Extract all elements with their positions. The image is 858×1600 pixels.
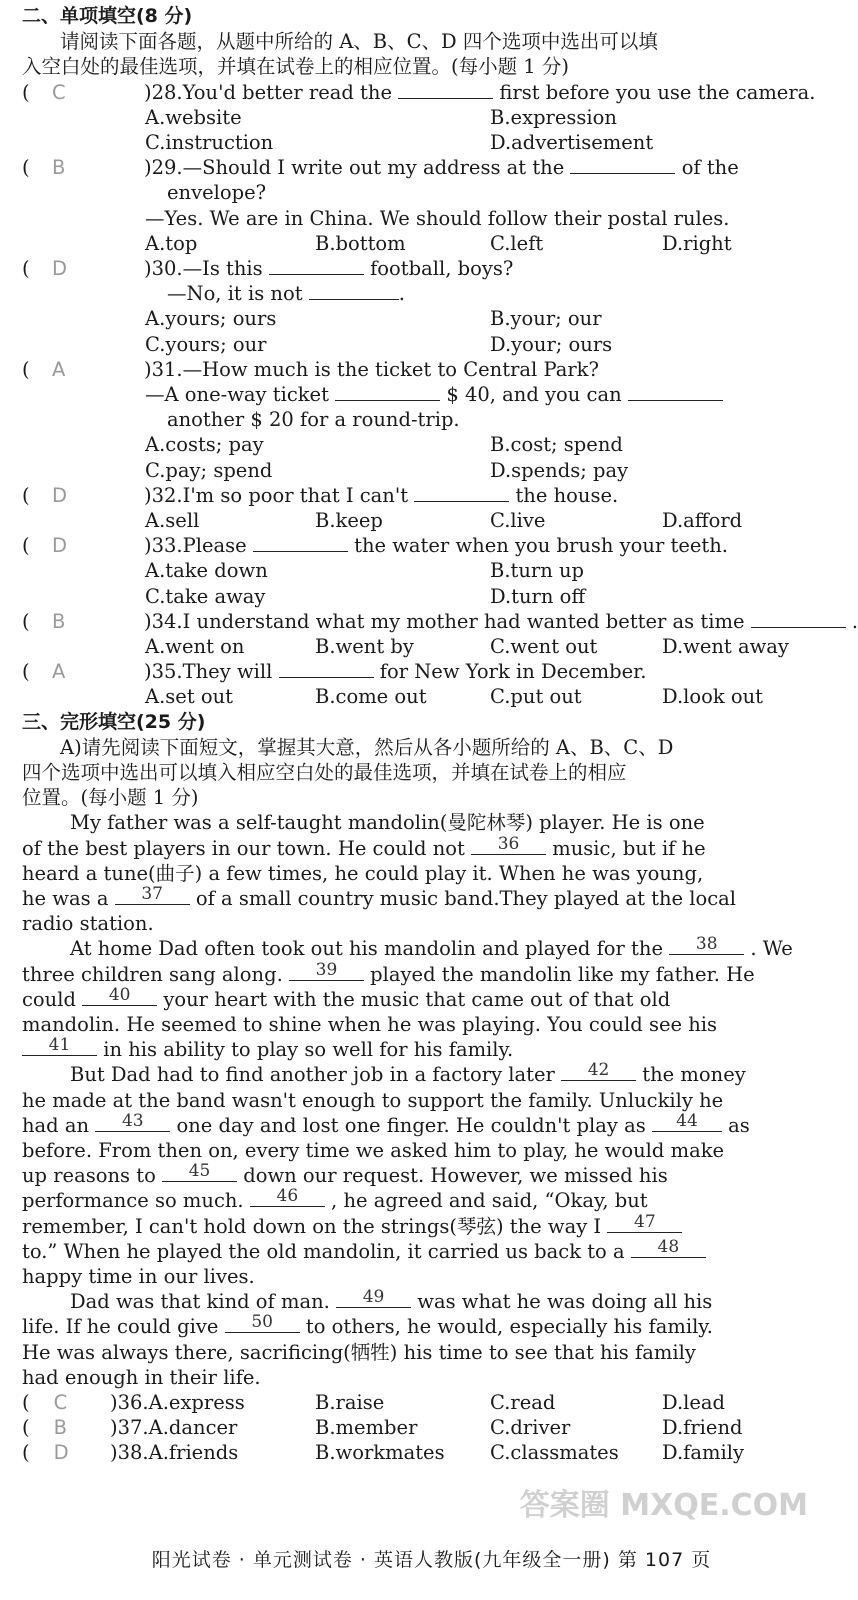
answer-slot — [22, 533, 132, 558]
question-30 — [22, 256, 803, 281]
passage-text: . We — [750, 937, 793, 961]
blank-number: 47 — [634, 1211, 656, 1232]
open-paren: ( — [22, 534, 30, 558]
option-c: C.went out — [490, 635, 598, 658]
question-stem: )32.I'm so poor that I can't — [144, 483, 409, 507]
passage-text: of the best players in our town. He could not — [22, 836, 465, 860]
open-paren: ( — [22, 660, 30, 684]
passage-text: performance so much. — [22, 1189, 244, 1213]
blank-number: 38 — [695, 934, 718, 955]
question-text: —No, it is not — [167, 282, 303, 306]
passage-text: could — [22, 987, 76, 1011]
cloze-option: C.read — [490, 1391, 556, 1414]
passage-text: He was always there, sacrificing(牺牲) his time to see that his family — [22, 1340, 696, 1364]
instructions: 四个选项中选出可以填入相应空白处的最佳选项，并填在试卷上的相应 — [22, 761, 627, 784]
blank-number: 44 — [676, 1110, 698, 1131]
answer-letter: B — [53, 1416, 67, 1440]
option-a: A.website — [145, 105, 242, 129]
question-35 — [22, 659, 803, 684]
blank-number: 50 — [251, 1312, 273, 1333]
blank-number: 49 — [362, 1287, 385, 1308]
open-paren: ( — [22, 257, 30, 280]
answer-blank — [336, 1289, 411, 1308]
passage-line — [70, 1062, 803, 1087]
passage-text: as — [728, 1113, 750, 1137]
cloze-option: B.workmates — [315, 1441, 445, 1465]
watermark-logo: 答案圈 MXQE.COM — [519, 1488, 808, 1523]
answer-letter: D — [53, 1441, 69, 1465]
option-a: A.set out — [145, 685, 233, 709]
passage-line — [70, 936, 803, 961]
question-stem: )29.—Should I write out my address at the — [144, 156, 565, 180]
answer-slot — [22, 357, 132, 382]
question-stem: )28.You'd better read the — [144, 80, 392, 104]
answer-blank — [628, 382, 723, 401]
question-stem-rest: the house. — [515, 483, 619, 507]
passage-text: to.” When he played the old mandolin, it carried us back to a — [22, 1239, 625, 1263]
answer-slot — [22, 256, 132, 281]
option-a: A.went on — [145, 635, 245, 658]
answer-slot — [22, 659, 132, 684]
passage-text: had an — [22, 1113, 90, 1137]
instructions: 入空白处的最佳选项，并填在试卷上的相应位置。(每小题 1 分) — [22, 55, 570, 79]
option-a: A.yours; ours — [145, 307, 277, 331]
answer-slot — [22, 1415, 67, 1440]
passage-line — [22, 1264, 803, 1289]
answer-letter: C — [53, 1391, 68, 1414]
question-stem-rest: football, boys? — [370, 257, 514, 280]
answer-letter: D — [52, 534, 68, 558]
passage-text: before. From then on, every time we asked him to play, he would make — [22, 1139, 725, 1162]
option-b: B.turn up — [490, 559, 585, 583]
question-stem-rest: the water when you brush your teeth. — [354, 534, 728, 558]
passage-text: of a small country music band.They played at the local — [195, 887, 737, 910]
answer-blank — [561, 1062, 636, 1081]
passage-line — [22, 1211, 803, 1239]
question-line: —Yes. We are in China. We should follow their postal rules. — [145, 206, 730, 230]
instructions: 位置。(每小题 1 分) — [22, 786, 199, 810]
passage-text: , he agreed and said, “Okay, but — [331, 1189, 648, 1213]
option-b: B.keep — [315, 509, 383, 532]
question-stem: )31.—How much is the ticket to Central Park? — [144, 357, 599, 381]
answer-letter: D — [52, 483, 68, 507]
blank-number: 37 — [141, 884, 163, 904]
question-stem-rest: . — [851, 609, 858, 633]
passage-line — [22, 1138, 803, 1163]
cloze-option: B.member — [315, 1416, 418, 1440]
option-c: C.put out — [490, 685, 582, 709]
passage-line — [22, 1163, 803, 1188]
answer-letter: D — [52, 257, 68, 280]
answer-blank — [95, 1110, 170, 1132]
option-b: B.come out — [315, 685, 427, 709]
open-paren: ( — [22, 80, 30, 104]
passage-line — [22, 1236, 803, 1264]
section-title: 二、单项填空(8 分) — [22, 5, 193, 27]
option-c: C.take away — [145, 584, 266, 608]
passage-text: music, but if he — [552, 836, 706, 860]
option-d: D.advertisement — [490, 131, 654, 154]
question-stem-rest: first before you use the camera. — [499, 80, 816, 104]
cloze-option: C.classmates — [490, 1441, 619, 1465]
answer-slot — [22, 1390, 67, 1415]
open-paren: ( — [22, 1441, 30, 1465]
question-stem-rest: for New York in December. — [379, 660, 647, 684]
passage-line — [70, 1289, 803, 1314]
answer-blank — [82, 984, 157, 1006]
passage-text: played the mandolin like my father. He — [370, 962, 755, 986]
passage-text: he was a — [22, 887, 109, 910]
instructions: A)请先阅读下面短文，掌握其大意，然后从各小题所给的 A、B、C、D — [60, 735, 674, 759]
answer-letter: A — [52, 357, 66, 381]
passage-line — [22, 984, 803, 1012]
option-c: C.live — [490, 509, 546, 532]
option-a: A.take down — [145, 559, 268, 583]
answer-letter: A — [52, 660, 66, 684]
answer-blank — [269, 256, 364, 275]
passage-line — [22, 886, 803, 911]
answer-blank — [751, 609, 846, 628]
answer-slot — [22, 483, 132, 508]
question-29 — [22, 155, 803, 180]
open-paren: ( — [22, 156, 30, 180]
passage-text: remember, I can't hold down on the strings(琴弦) the way I — [22, 1214, 602, 1238]
blank-number: 36 — [497, 833, 520, 854]
passage-text: the money — [642, 1063, 746, 1087]
question-text: $ 40, and you can — [446, 383, 622, 406]
answer-blank — [289, 959, 364, 981]
section-title: 三、完形填空(25 分) — [22, 710, 206, 733]
answer-blank — [162, 1163, 237, 1182]
passage-text: down our request. However, we missed his — [243, 1164, 668, 1188]
option-d: D.turn off — [490, 584, 586, 608]
open-paren: ( — [22, 1416, 30, 1440]
option-c: C.yours; our — [145, 332, 267, 356]
cloze-option: D.family — [662, 1441, 744, 1465]
answer-blank — [414, 483, 509, 502]
open-paren: ( — [22, 357, 30, 381]
answer-blank — [398, 80, 493, 99]
option-b: B.expression — [490, 105, 617, 129]
option-c: C.left — [490, 231, 544, 255]
answer-blank — [253, 533, 348, 552]
option-d: D.your; ours — [490, 332, 613, 356]
answer-blank — [471, 833, 546, 855]
question-32 — [22, 483, 803, 508]
question-line — [145, 382, 803, 407]
passage-text: heard a tune(曲子) a few times, he could play it. When he was young, — [22, 861, 704, 885]
question-stem: )35.They will — [144, 660, 273, 684]
answer-blank — [250, 1188, 325, 1207]
answer-slot — [22, 609, 132, 634]
cloze-option: D.friend — [662, 1416, 743, 1440]
cloze-option: )37.A.dancer — [110, 1416, 238, 1440]
passage-line — [22, 911, 803, 936]
option-d: D.afford — [662, 509, 743, 532]
answer-letter: C — [52, 80, 66, 104]
passage-line — [22, 1012, 803, 1037]
answer-slot — [22, 1440, 69, 1465]
question-28 — [22, 80, 816, 105]
instructions: 请阅读下面各题，从题中所给的 A、B、C、D 四个选项中选出可以填 — [60, 30, 658, 54]
option-a: A.costs; pay — [145, 433, 264, 457]
passage-line — [22, 1340, 803, 1365]
answer-blank — [335, 382, 440, 401]
passage-text: At home Dad often took out his mandolin and played for the — [70, 937, 663, 961]
answer-blank — [22, 1037, 97, 1056]
question-text: envelope? — [167, 181, 267, 205]
passage-line — [22, 1188, 803, 1213]
passage-text: three children sang along. — [22, 962, 283, 986]
passage-text: your heart with the music that came out of that old — [163, 987, 671, 1011]
answer-slot — [22, 155, 132, 180]
passage-line — [22, 1088, 803, 1113]
option-c: C.pay; spend — [145, 458, 273, 482]
answer-blank — [631, 1236, 706, 1258]
passage-text: life. If he could give — [22, 1315, 219, 1339]
page-footer: 阳光试卷 · 单元测试卷 · 英语人教版(九年级全一册) 第 107 页 — [151, 1549, 712, 1571]
blank-number: 41 — [48, 1035, 71, 1056]
answer-slot — [22, 80, 132, 105]
passage-text: he made at the band wasn't enough to support the family. Unluckily he — [22, 1088, 724, 1112]
answer-blank — [279, 659, 374, 678]
question-stem: )34.I understand what my mother had wanted better as time — [144, 609, 745, 633]
question-31 — [22, 357, 803, 382]
blank-number: 46 — [276, 1186, 299, 1207]
blank-number: 43 — [121, 1110, 144, 1131]
blank-number: 45 — [188, 1161, 211, 1182]
passage-line — [22, 1314, 803, 1339]
answer-blank — [570, 155, 675, 174]
passage-text: My father was a self-taught mandolin(曼陀林琴) player. He is one — [70, 811, 705, 835]
answer-blank — [669, 936, 744, 955]
question-line: —No, it is not . — [167, 282, 405, 306]
answer-blank — [607, 1211, 682, 1233]
option-b: B.went by — [315, 635, 414, 658]
option-b: B.cost; spend — [490, 433, 623, 457]
answer-letter: B — [52, 156, 66, 180]
passage-text: was what he was doing all his — [417, 1290, 713, 1314]
blank-number: 48 — [657, 1236, 680, 1257]
passage-text: But Dad had to find another job in a factory later — [70, 1063, 555, 1087]
blank-number: 42 — [587, 1060, 610, 1081]
answer-letter: B — [52, 609, 66, 633]
passage-text: one day and lost one finger. He couldn't play as — [176, 1113, 646, 1137]
passage-line — [22, 1365, 803, 1390]
question-text: —A one-way ticket — [145, 383, 329, 406]
cloze-option: C.driver — [490, 1416, 571, 1440]
passage-line — [22, 1037, 803, 1062]
question-line: another $ 20 for a round-trip. — [167, 408, 460, 432]
option-d: D.look out — [662, 685, 764, 709]
answer-blank — [115, 886, 190, 905]
option-c: C.instruction — [145, 131, 274, 154]
answer-blank — [225, 1314, 300, 1333]
cloze-option: )38.A.friends — [110, 1441, 239, 1465]
question-stem: )33.Please — [144, 534, 247, 558]
question-stem: )30.—Is this — [144, 257, 263, 280]
blank-number: 39 — [315, 959, 338, 980]
open-paren: ( — [22, 1391, 30, 1414]
answer-blank — [309, 281, 399, 300]
option-b: B.your; our — [490, 307, 602, 331]
question-34 — [22, 609, 858, 634]
passage-line — [70, 810, 803, 835]
open-paren: ( — [22, 609, 30, 633]
option-d: D.went away — [662, 635, 789, 658]
passage-text: mandolin. He seemed to shine when he was playing. You could see his — [22, 1013, 718, 1036]
cloze-option: D.lead — [662, 1391, 726, 1414]
blank-number: 40 — [108, 984, 131, 1005]
option-d: D.right — [662, 231, 732, 255]
passage-text: to others, he would, especially his family. — [305, 1315, 713, 1339]
passage-line — [22, 833, 803, 861]
passage-text: up reasons to — [22, 1164, 156, 1188]
option-d: D.spends; pay — [490, 458, 629, 482]
cloze-option: )36.A.express — [110, 1391, 245, 1414]
passage-line — [22, 861, 803, 886]
passage-line — [22, 1110, 803, 1138]
passage-text: radio station. — [22, 912, 154, 936]
cloze-option: B.raise — [315, 1391, 385, 1414]
option-a: A.top — [145, 231, 198, 255]
passage-text: had enough in their life. — [22, 1365, 261, 1389]
answer-blank — [652, 1110, 722, 1132]
option-b: B.bottom — [315, 231, 406, 255]
question-stem-rest: of the — [681, 156, 739, 180]
passage-text: happy time in our lives. — [22, 1265, 255, 1288]
open-paren: ( — [22, 483, 30, 507]
question-33 — [22, 533, 803, 558]
option-a: A.sell — [145, 509, 200, 532]
passage-text: in his ability to play so well for his family. — [103, 1038, 514, 1062]
passage-line — [22, 959, 803, 987]
passage-text: Dad was that kind of man. — [70, 1290, 330, 1314]
question-line — [167, 180, 803, 205]
